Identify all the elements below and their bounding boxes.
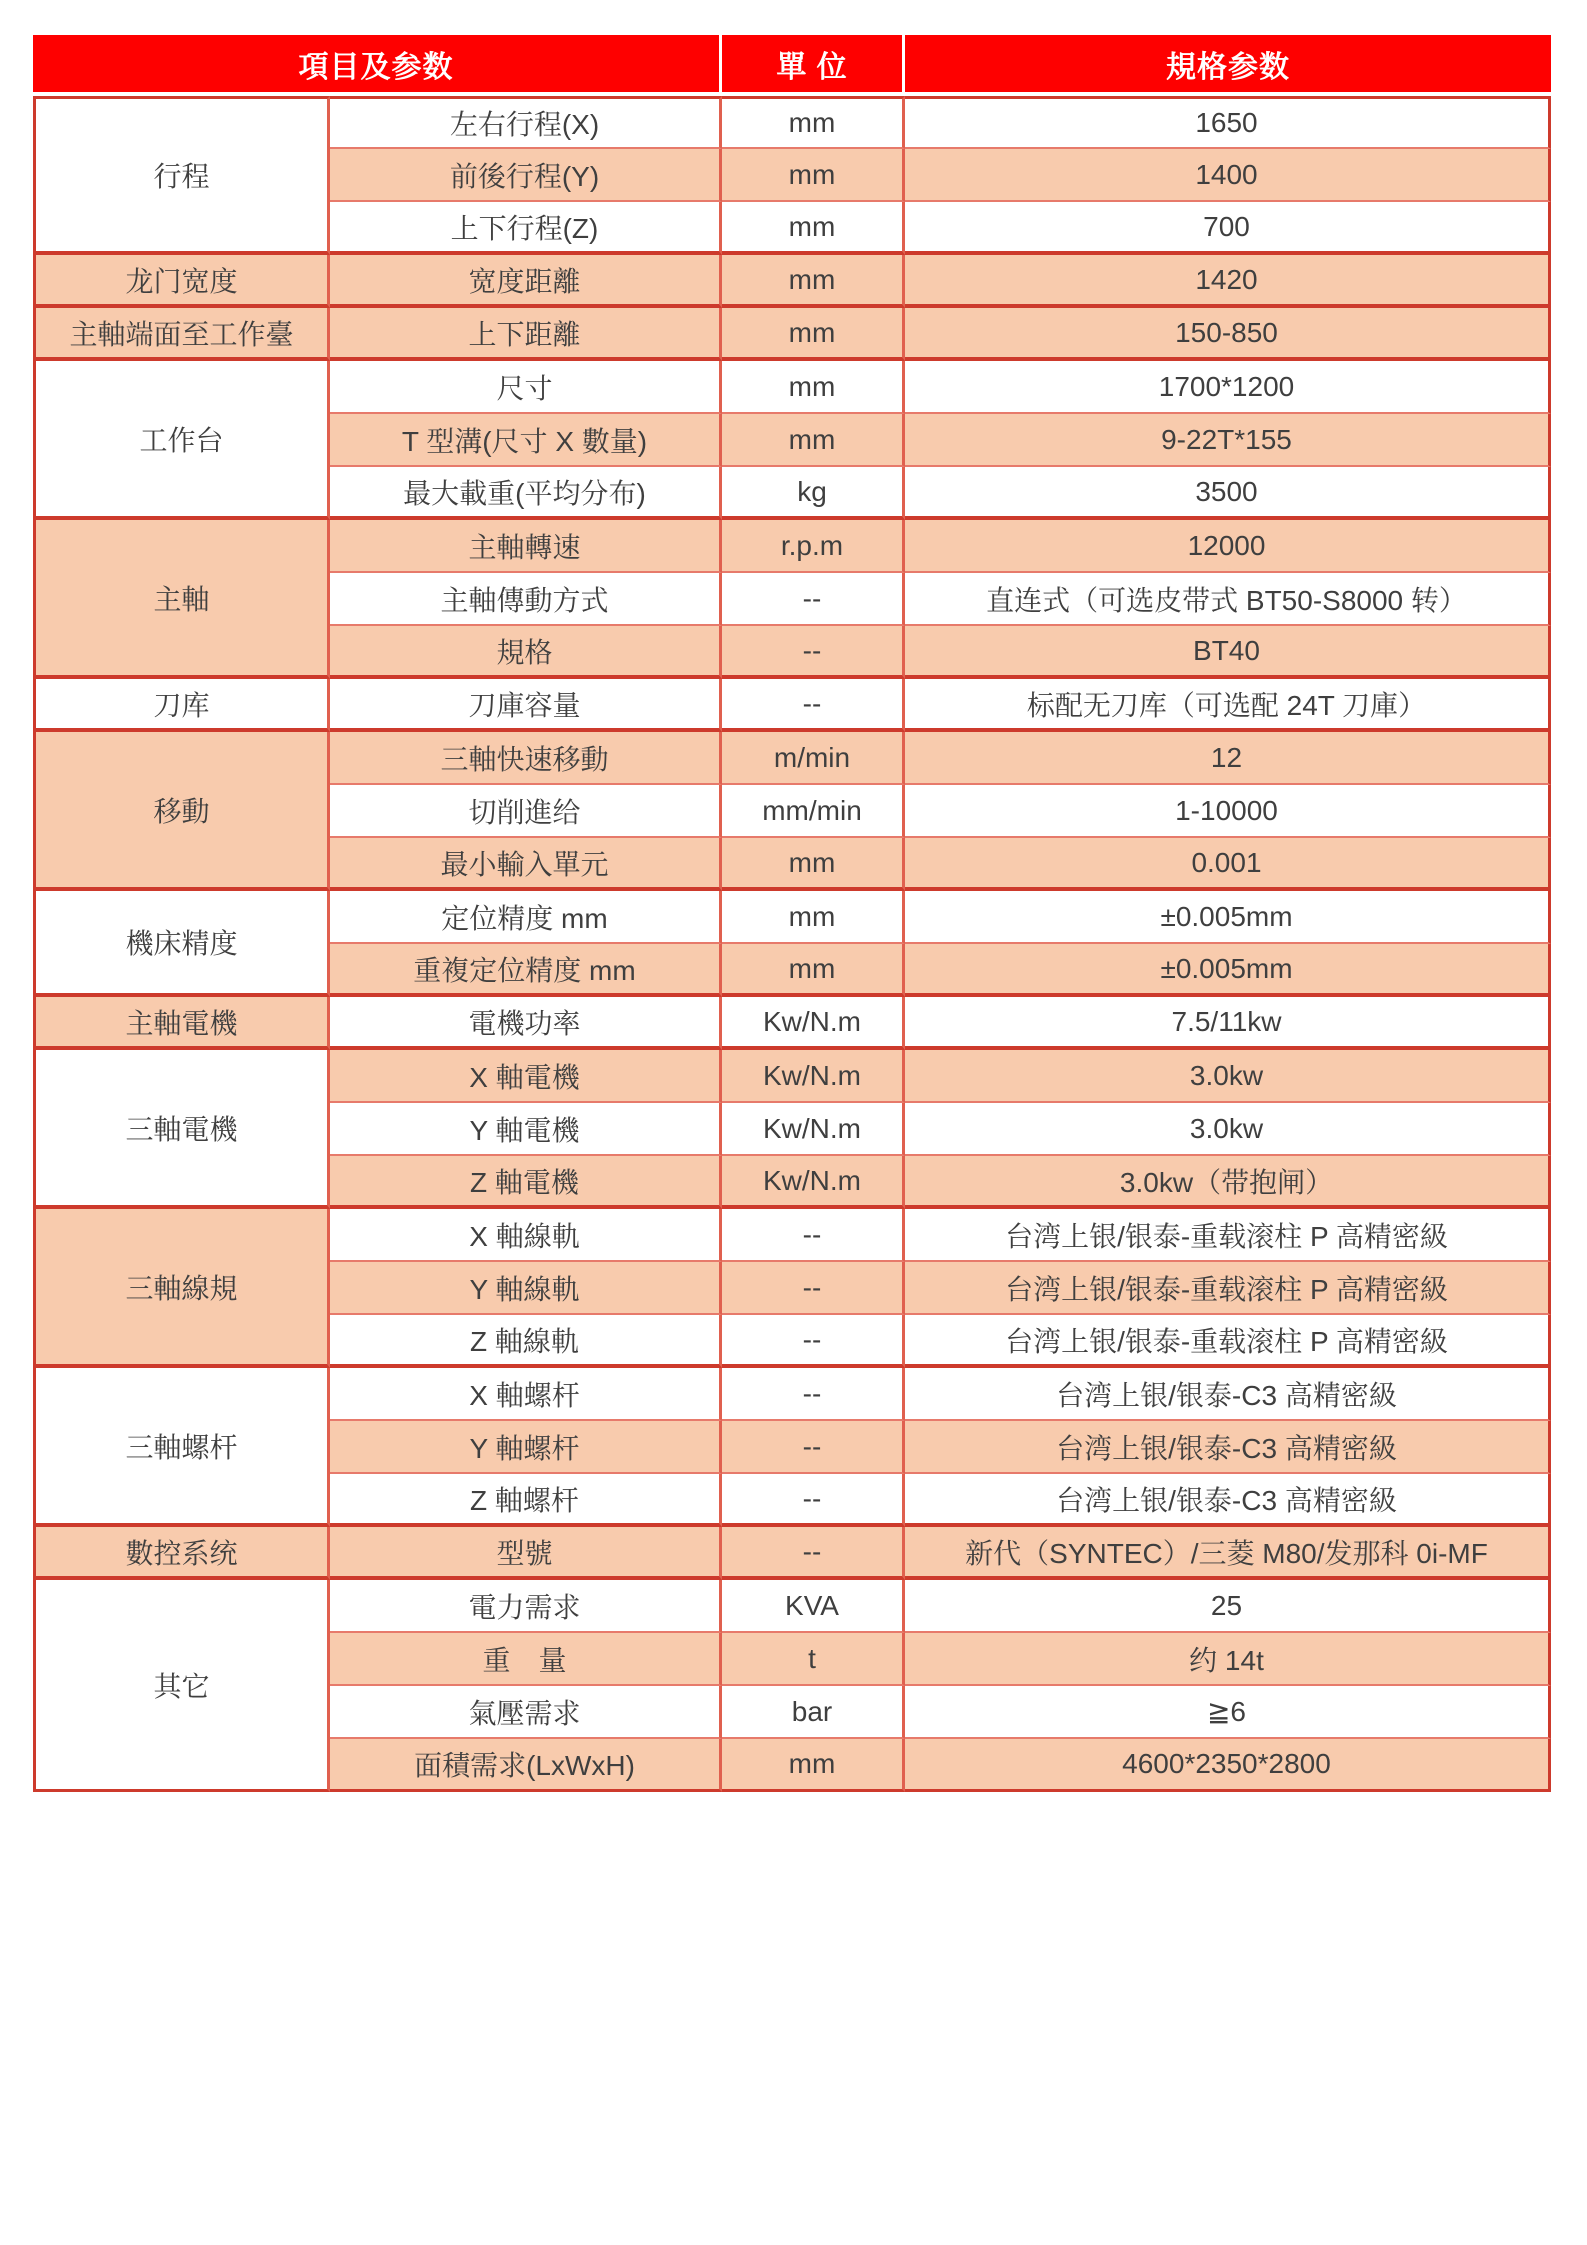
unit-cell: KVA: [722, 1580, 905, 1633]
param-cell: 型號: [330, 1527, 722, 1580]
value-cell: 台湾上银/银泰-C3 高精密級: [905, 1474, 1551, 1527]
value-cell: 台湾上银/银泰-C3 高精密級: [905, 1421, 1551, 1474]
value-cell: 0.001: [905, 838, 1551, 891]
param-cell: 定位精度 mm: [330, 891, 722, 944]
group-cell: 刀库: [33, 679, 330, 732]
unit-cell: --: [722, 1315, 905, 1368]
unit-cell: mm: [722, 838, 905, 891]
group-cell: 主軸: [33, 520, 330, 679]
group-cell: 三軸電機: [33, 1050, 330, 1209]
unit-cell: mm: [722, 891, 905, 944]
unit-cell: --: [722, 1421, 905, 1474]
param-cell: Y 軸電機: [330, 1103, 722, 1156]
value-cell: 700: [905, 202, 1551, 255]
param-cell: 主軸傳動方式: [330, 573, 722, 626]
param-cell: 電機功率: [330, 997, 722, 1050]
value-cell: 12000: [905, 520, 1551, 573]
unit-cell: --: [722, 573, 905, 626]
unit-cell: r.p.m: [722, 520, 905, 573]
value-cell: 新代（SYNTEC）/三菱 M80/发那科 0i-MF: [905, 1527, 1551, 1580]
table-row: [33, 679, 1551, 732]
unit-cell: mm: [722, 361, 905, 414]
unit-cell: kg: [722, 467, 905, 520]
unit-cell: mm: [722, 202, 905, 255]
table-row: [33, 1580, 1551, 1633]
param-cell: 刀庫容量: [330, 679, 722, 732]
table-header-spec: 規格参数: [1166, 50, 1290, 84]
param-cell: X 軸線軌: [330, 1209, 722, 1262]
group-cell: 工作台: [33, 361, 330, 520]
unit-cell: --: [722, 1527, 905, 1580]
table-row: [33, 520, 1551, 573]
value-cell: 3500: [905, 467, 1551, 520]
value-cell: 台湾上银/银泰-C3 高精密級: [905, 1368, 1551, 1421]
group-cell: 移動: [33, 732, 330, 891]
group-cell: 機床精度: [33, 891, 330, 997]
table-row: [33, 1368, 1551, 1421]
value-cell: 4600*2350*2800: [905, 1739, 1551, 1792]
value-cell: 台湾上银/银泰-重载滚柱 P 高精密級: [905, 1262, 1551, 1315]
table-row: [33, 1209, 1551, 1262]
param-cell: X 軸電機: [330, 1050, 722, 1103]
group-cell: 三軸線規: [33, 1209, 330, 1368]
param-cell: 宽度距離: [330, 255, 722, 308]
unit-cell: --: [722, 1209, 905, 1262]
spec-table: [33, 96, 1551, 1792]
param-cell: 切削進给: [330, 785, 722, 838]
param-cell: Y 軸螺杆: [330, 1421, 722, 1474]
value-cell: 1420: [905, 255, 1551, 308]
unit-cell: --: [722, 679, 905, 732]
table-row: [33, 891, 1551, 944]
unit-cell: mm/min: [722, 785, 905, 838]
unit-cell: mm: [722, 414, 905, 467]
unit-cell: --: [722, 1262, 905, 1315]
unit-cell: bar: [722, 1686, 905, 1739]
param-cell: 左右行程(X): [330, 96, 722, 149]
group-cell: 三軸螺杆: [33, 1368, 330, 1527]
unit-cell: --: [722, 1474, 905, 1527]
spec-table-body: [33, 96, 1551, 1792]
spec-sheet: [33, 35, 1551, 1792]
param-cell: 最大載重(平均分布): [330, 467, 722, 520]
table-row: [33, 997, 1551, 1050]
unit-cell: mm: [722, 944, 905, 997]
param-cell: X 軸螺杆: [330, 1368, 722, 1421]
table-row: [33, 255, 1551, 308]
param-cell: 氣壓需求: [330, 1686, 722, 1739]
value-cell: 1650: [905, 96, 1551, 149]
value-cell: 台湾上银/银泰-重载滚柱 P 高精密級: [905, 1209, 1551, 1262]
value-cell: 7.5/11kw: [905, 997, 1551, 1050]
unit-cell: mm: [722, 308, 905, 361]
param-cell: Z 軸電機: [330, 1156, 722, 1209]
unit-cell: mm: [722, 96, 905, 149]
unit-cell: --: [722, 1368, 905, 1421]
param-cell: 重複定位精度 mm: [330, 944, 722, 997]
param-cell: 三軸快速移動: [330, 732, 722, 785]
table-row: [33, 96, 1551, 149]
table-row: [33, 361, 1551, 414]
table-header-row: [33, 35, 1551, 92]
table-row: [33, 1527, 1551, 1580]
param-cell: 面積需求(LxWxH): [330, 1739, 722, 1792]
value-cell: ±0.005mm: [905, 944, 1551, 997]
unit-cell: Kw/N.m: [722, 1103, 905, 1156]
param-cell: 前後行程(Y): [330, 149, 722, 202]
param-cell: 上下行程(Z): [330, 202, 722, 255]
param-cell: T 型溝(尺寸 X 數量): [330, 414, 722, 467]
value-cell: 1400: [905, 149, 1551, 202]
value-cell: 约 14t: [905, 1633, 1551, 1686]
group-cell: 數控系统: [33, 1527, 330, 1580]
value-cell: 1700*1200: [905, 361, 1551, 414]
unit-cell: mm: [722, 255, 905, 308]
unit-cell: mm: [722, 149, 905, 202]
table-row: [33, 308, 1551, 361]
table-row: [33, 1050, 1551, 1103]
table-header-items: 項目及参数: [33, 35, 722, 92]
param-cell: 尺寸: [330, 361, 722, 414]
group-cell: 龙门宽度: [33, 255, 330, 308]
value-cell: ±0.005mm: [905, 891, 1551, 944]
param-cell: Z 軸螺杆: [330, 1474, 722, 1527]
value-cell: 12: [905, 732, 1551, 785]
param-cell: 重 量: [330, 1633, 722, 1686]
value-cell: 3.0kw: [905, 1103, 1551, 1156]
value-cell: 3.0kw（带抱闸）: [905, 1156, 1551, 1209]
param-cell: Y 軸線軌: [330, 1262, 722, 1315]
value-cell: 1-10000: [905, 785, 1551, 838]
unit-cell: t: [722, 1633, 905, 1686]
param-cell: 最小輸入單元: [330, 838, 722, 891]
value-cell: BT40: [905, 626, 1551, 679]
unit-cell: Kw/N.m: [722, 1156, 905, 1209]
unit-cell: Kw/N.m: [722, 997, 905, 1050]
param-cell: 主軸轉速: [330, 520, 722, 573]
unit-cell: mm: [722, 1739, 905, 1792]
value-cell: 3.0kw: [905, 1050, 1551, 1103]
value-cell: 150-850: [905, 308, 1551, 361]
param-cell: Z 軸線軌: [330, 1315, 722, 1368]
unit-cell: --: [722, 626, 905, 679]
value-cell: 台湾上银/银泰-重载滚柱 P 高精密級: [905, 1315, 1551, 1368]
param-cell: 規格: [330, 626, 722, 679]
value-cell: 直连式（可选皮带式 BT50-S8000 转）: [905, 573, 1551, 626]
param-cell: 電力需求: [330, 1580, 722, 1633]
group-cell: 行程: [33, 96, 330, 255]
value-cell: ≧6: [905, 1686, 1551, 1739]
unit-cell: Kw/N.m: [722, 1050, 905, 1103]
table-header-unit: 單 位: [722, 35, 905, 92]
table-row: [33, 732, 1551, 785]
param-cell: 上下距離: [330, 308, 722, 361]
group-cell: 主軸端面至工作臺: [33, 308, 330, 361]
value-cell: 25: [905, 1580, 1551, 1633]
value-cell: 9-22T*155: [905, 414, 1551, 467]
value-cell: 标配无刀库（可选配 24T 刀庫）: [905, 679, 1551, 732]
group-cell: 其它: [33, 1580, 330, 1792]
unit-cell: m/min: [722, 732, 905, 785]
group-cell: 主軸電機: [33, 997, 330, 1050]
